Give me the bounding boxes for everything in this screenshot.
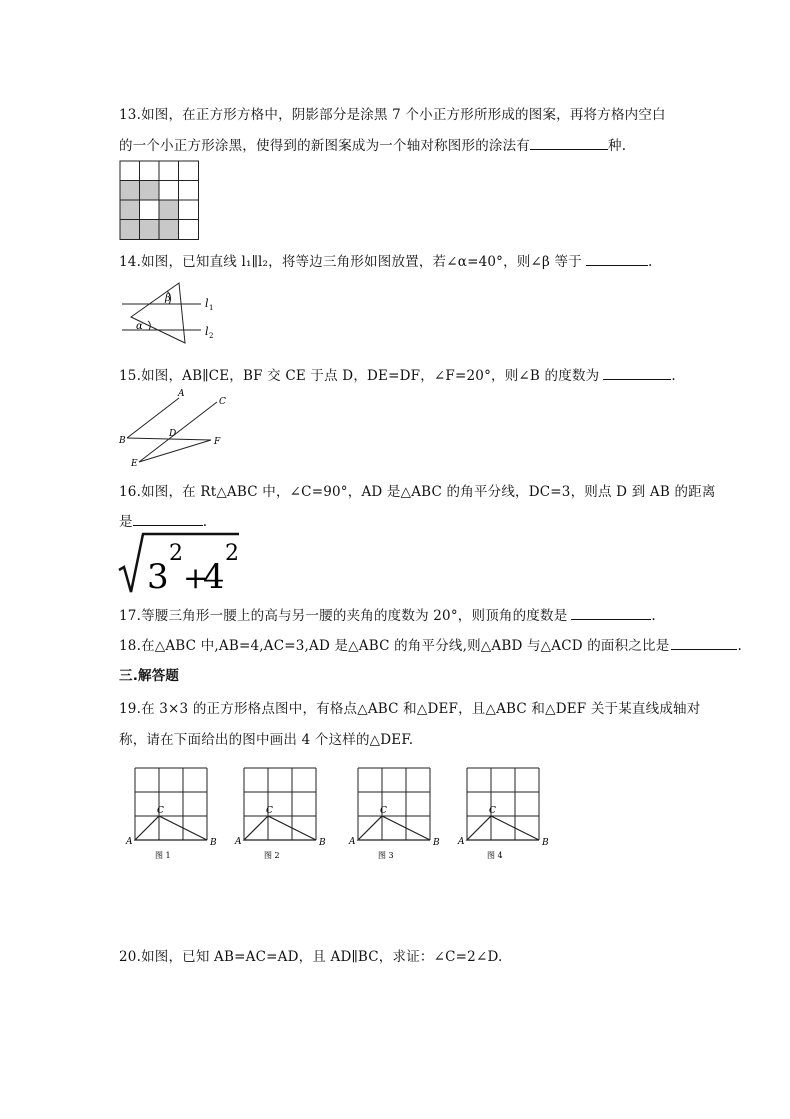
q19-line2: 称，请在下面给出的图中画出 4 个这样的△DEF.	[119, 732, 414, 748]
q15-answer-blank	[603, 367, 671, 380]
q14-text: 14.如图，已知直线 l₁∥l₂，将等边三角形如图放置，若∠α=40°，则∠β 等于	[119, 254, 582, 270]
label-A: A	[235, 837, 242, 847]
segment-EC	[139, 402, 217, 462]
label-F: F	[214, 437, 221, 447]
figure-caption: 图 1	[155, 851, 171, 860]
q14-end: .	[647, 254, 653, 270]
q13-end: 种.	[608, 138, 627, 154]
label-A: A	[126, 837, 133, 847]
label-A: A	[349, 837, 356, 847]
q15-text: 15.如图，AB∥CE，BF 交 CE 于点 D，DE=DF，∠F=20°，则∠B 的度数为	[119, 368, 600, 384]
label-B: B	[210, 838, 217, 848]
label-B: B	[119, 436, 126, 446]
grid-cell-shaded	[140, 220, 160, 240]
label-E: E	[131, 459, 138, 469]
triangle-ABC	[467, 816, 539, 840]
grid-cell-shaded	[120, 200, 140, 220]
formula-exp-2b: 2	[225, 541, 239, 566]
q17-line	[119, 604, 656, 624]
triangle-ABC	[244, 816, 316, 840]
equilateral-triangle	[131, 283, 185, 343]
q14-figure	[119, 277, 229, 349]
label-C: C	[489, 806, 496, 816]
label-alpha: α	[136, 321, 143, 332]
segment-EF	[139, 440, 211, 462]
q19-grid-figure-4	[457, 764, 557, 864]
label-C: C	[219, 397, 226, 407]
label-l1-sub: 1	[209, 304, 214, 312]
q18-answer-blank	[671, 637, 737, 650]
figure-caption: 图 4	[487, 851, 503, 860]
label-A: A	[178, 389, 185, 399]
label-B: B	[542, 838, 549, 848]
grid-cell-shaded	[120, 220, 140, 240]
q16-line2	[119, 510, 207, 530]
grid-cell-shaded	[159, 200, 179, 220]
formula-plus: +	[183, 561, 209, 596]
q13-line1: 13.如图，在正方形方格中，阴影部分是涂黑 7 个小正方形所形成的图案，再将方格内空白	[119, 107, 666, 123]
q19-line1: 19.在 3×3 的正方形格点图中，有格点△ABC 和△DEF，且△ABC 和△DEF 关于某直线成轴对	[119, 701, 701, 717]
label-l2-sub: 2	[209, 332, 214, 340]
q15-line	[119, 364, 676, 384]
q16-answer-blank	[133, 513, 203, 526]
q16-line1: 16.如图，在 Rt△ABC 中，∠C=90°，AD 是△ABC 的角平分线，DC=3，则点 D 到 AB 的距离	[119, 484, 716, 500]
q16-formula-image	[117, 530, 242, 596]
section-title: 三.解答题	[119, 668, 180, 684]
q17-text: 17.等腰三角形一腰上的高与另一腰的夹角的度数为 20°，则顶角的度数是	[119, 608, 568, 624]
q18-end: .	[737, 638, 742, 654]
q13-line2	[119, 134, 626, 154]
label-D: D	[169, 429, 177, 439]
q17-end: .	[651, 608, 656, 624]
q15-end: .	[671, 368, 676, 384]
figure-caption: 图 3	[378, 851, 394, 860]
label-l2: l	[205, 325, 209, 338]
label-C: C	[380, 806, 387, 816]
q16-end: .	[202, 514, 208, 530]
grid-cell-shaded	[159, 220, 179, 240]
triangle-ABC	[358, 816, 430, 840]
q18-text: 18.在△ABC 中,AB=4,AC=3,AD 是△ABC 的角平分线,则△ABD 与△ACD 的面积之比是	[119, 638, 670, 654]
formula-exp-2: 2	[169, 541, 183, 566]
grid-cell-shaded	[140, 181, 160, 201]
label-C: C	[157, 806, 164, 816]
q15-figure	[117, 386, 229, 470]
q13-line2-text: 的一个小正方形涂黑，使得到的新图案成为一个轴对称图形的涂法有	[119, 138, 530, 154]
q19-grid-figure-3	[348, 764, 448, 864]
label-A: A	[458, 837, 465, 847]
q19-grid-figure-2	[234, 764, 334, 864]
q18-line	[119, 634, 742, 654]
q16-line2-text: 是	[119, 514, 133, 530]
label-B: B	[319, 838, 326, 848]
q14-answer-blank	[586, 253, 648, 266]
label-l1: l	[205, 297, 209, 310]
formula-base-3: 3	[147, 557, 169, 596]
q13-grid-figure	[119, 160, 201, 242]
label-B: B	[433, 838, 440, 848]
label-C: C	[266, 806, 273, 816]
formula-base-4: 4	[203, 557, 225, 596]
label-beta: β	[165, 293, 171, 304]
q14-line	[119, 250, 652, 270]
grid-cell-shaded	[120, 181, 140, 201]
q20-line: 20.如图，已知 AB=AC=AD，且 AD∥BC，求证：∠C=2∠D.	[119, 949, 503, 965]
q13-answer-blank	[530, 137, 608, 150]
q19-grid-figure-1	[125, 764, 225, 864]
figure-caption: 图 2	[264, 851, 280, 860]
triangle-ABC	[135, 816, 207, 840]
q17-answer-blank	[571, 607, 651, 620]
